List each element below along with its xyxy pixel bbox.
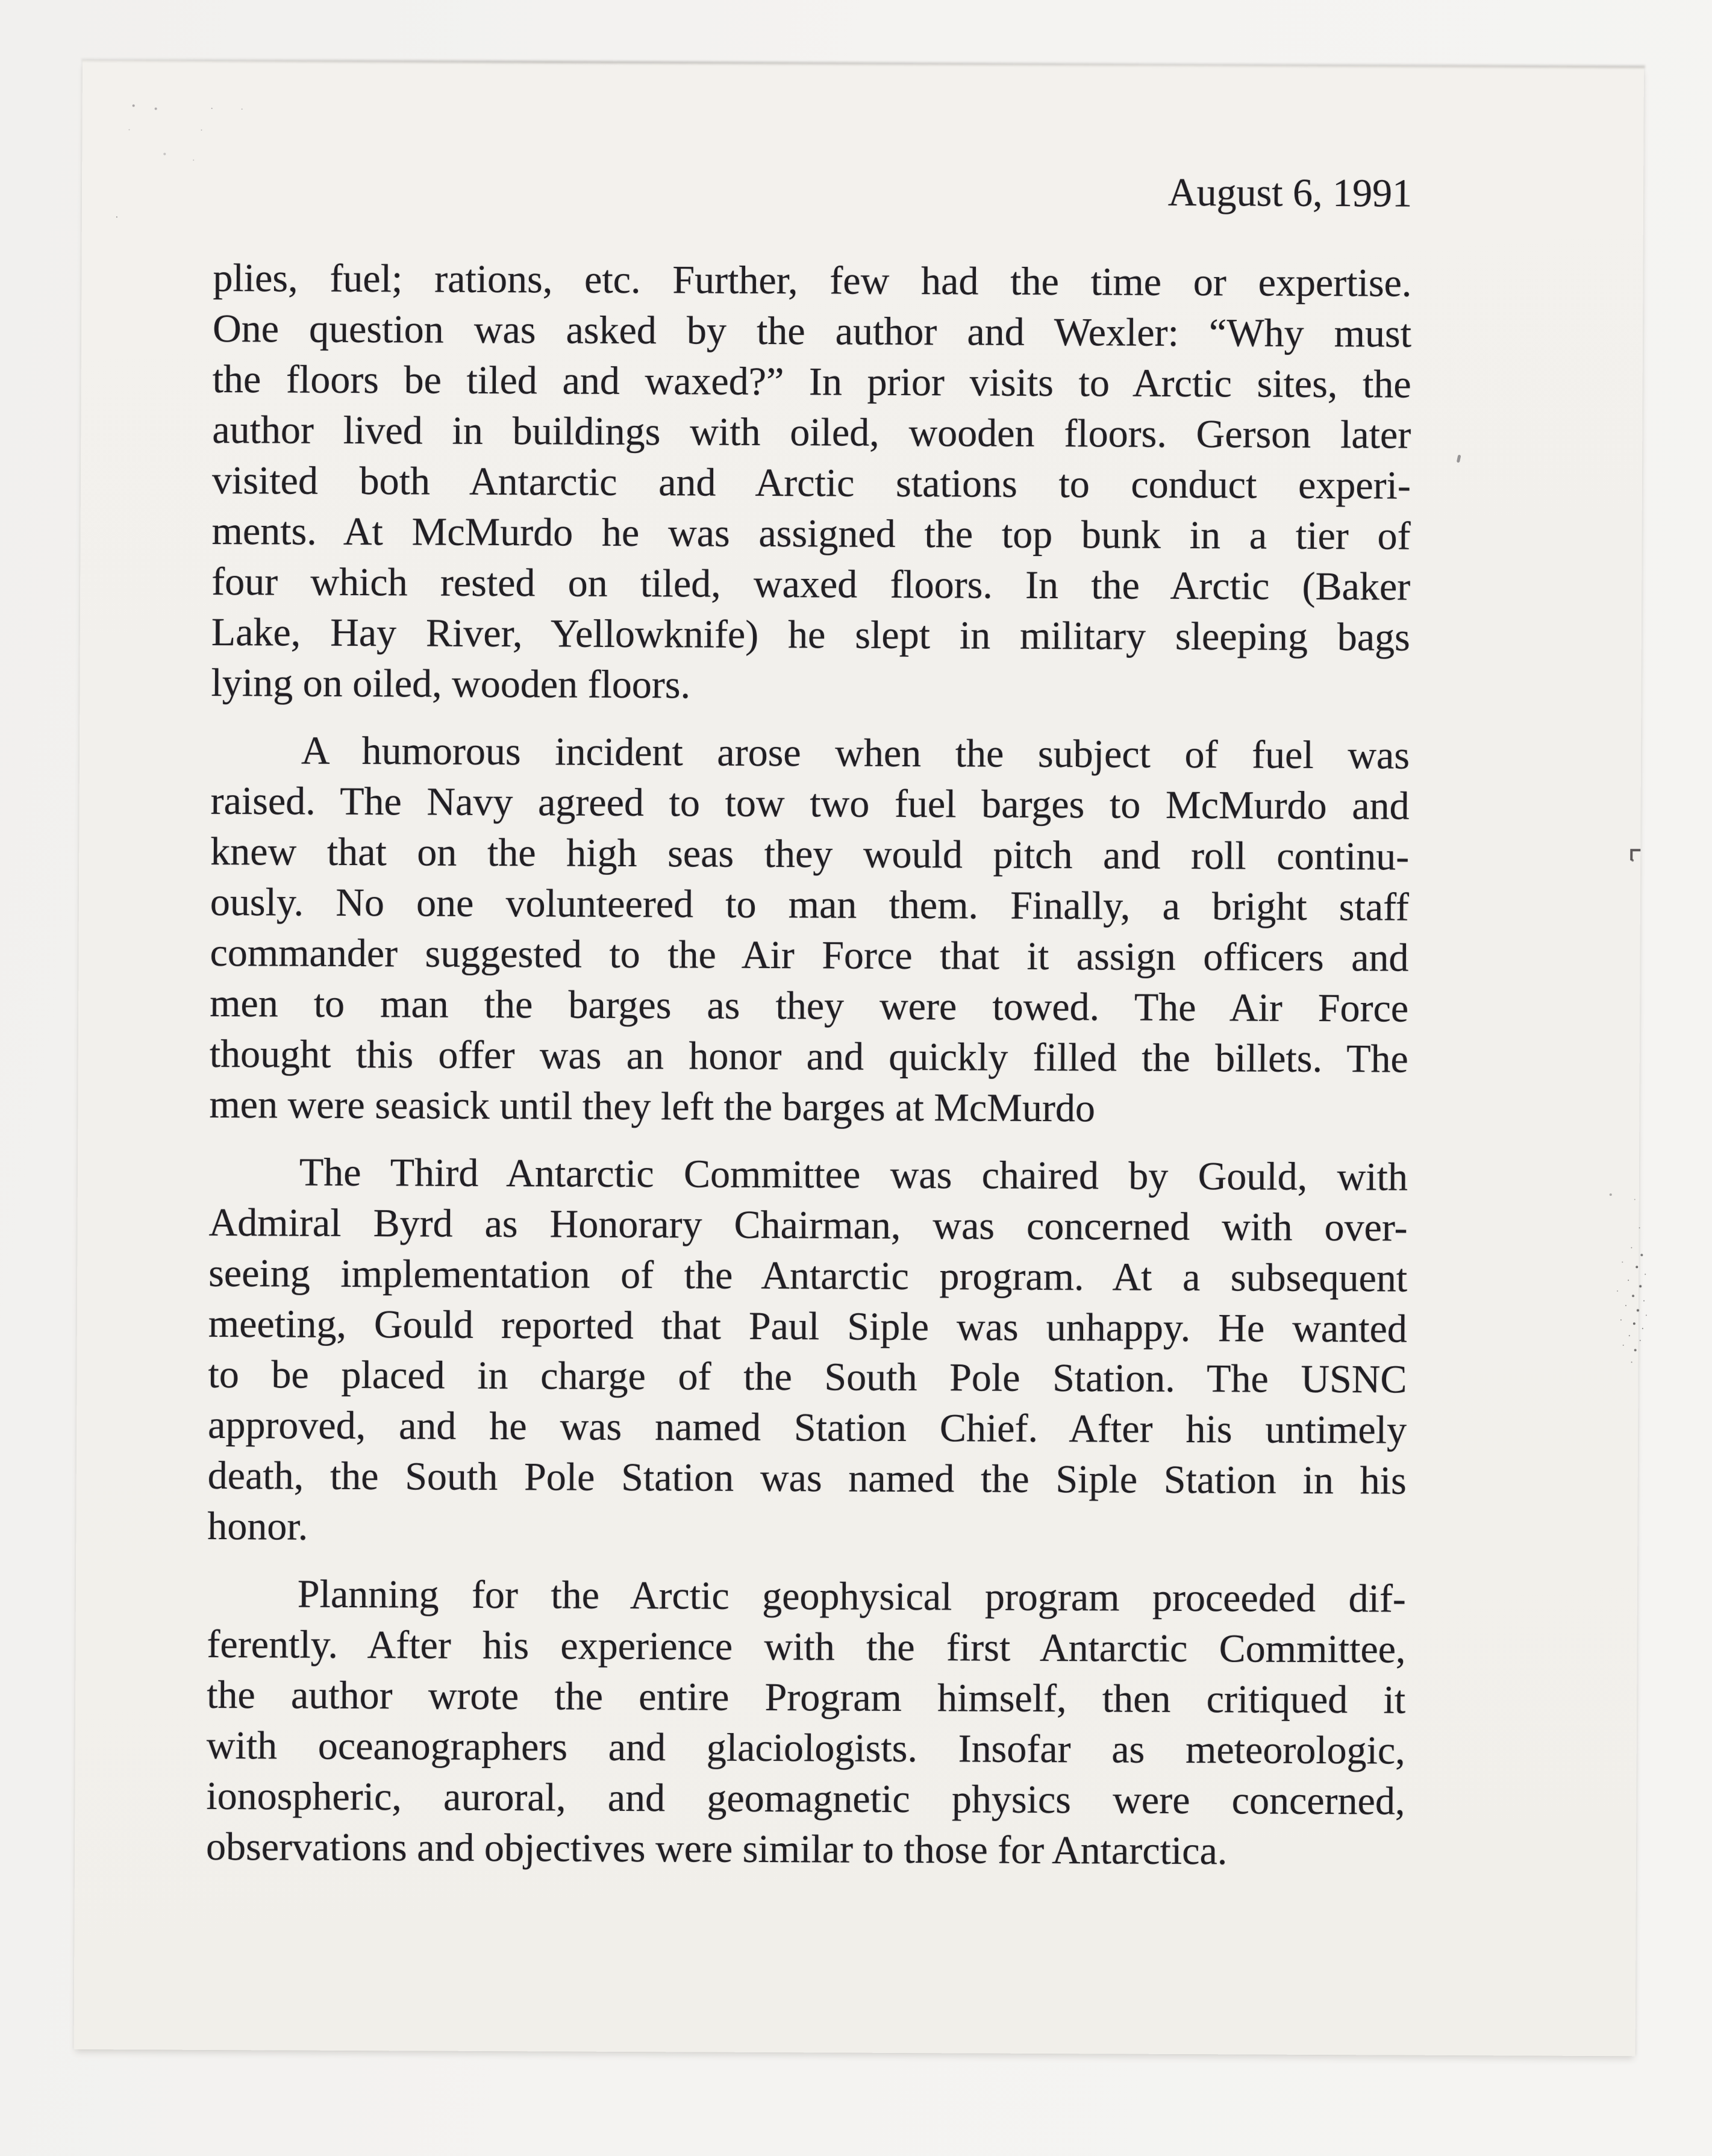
paper-top-edge-shadow bbox=[81, 58, 1645, 68]
text-line: to be placed in charge of the South Pole Station. The USNC bbox=[208, 1352, 1407, 1402]
text-line: author lived in buildings with oiled, wooden floors. Gerson later bbox=[212, 407, 1411, 457]
text-line: four which rested on tiled, waxed floors. In the Arctic (Baker bbox=[211, 559, 1411, 609]
stray-corner-mark bbox=[1630, 849, 1640, 860]
text-line: Planning for the Arctic geophysical program proceeded dif- bbox=[297, 1572, 1407, 1621]
text-line: men were seasick until they left the barges at McMurdo bbox=[209, 1082, 1096, 1131]
text-line: the floors be tiled and waxed?” In prior visits to Arctic sites, the bbox=[212, 357, 1411, 407]
paragraph bbox=[206, 1569, 1406, 1878]
text-line: the author wrote the entire Program himself, then critiqued it bbox=[207, 1672, 1406, 1722]
text-line: knew that on the high seas they would pitch and roll continu- bbox=[210, 829, 1410, 879]
text-line: observations and objectives were similar to those for Antarctica. bbox=[205, 1824, 1228, 1873]
date-text: August 6, 1991 bbox=[1167, 170, 1413, 216]
text-line: commander suggested to the Air Force that it assign officers and bbox=[210, 930, 1409, 980]
paragraph bbox=[211, 253, 1411, 714]
body-text bbox=[206, 253, 1412, 1878]
text-line: men to man the barges as they were towed. The Air Force bbox=[210, 981, 1409, 1031]
text-line: Lake, Hay River, Yellowknife) he slept in military sleeping bags bbox=[211, 610, 1410, 660]
text-line: meeting, Gould reported that Paul Siple was unhappy. He wanted bbox=[208, 1301, 1407, 1351]
text-line: seeing implementation of the Antarctic program. At a subsequent bbox=[208, 1251, 1408, 1301]
text-line: A humorous incident arose when the subject of fuel was bbox=[301, 728, 1410, 778]
text-line: ously. No one volunteered to man them. Finally, a bright staff bbox=[210, 880, 1410, 930]
text-line: thought this offer was an honor and quickly filled the billets. The bbox=[209, 1031, 1408, 1081]
text-line: honor. bbox=[207, 1504, 308, 1549]
text-line: ments. At McMurdo he was assigned the top bunk in a tier of bbox=[211, 508, 1411, 558]
paragraph bbox=[207, 1147, 1408, 1557]
text-line: ferently. After his experience with the first Antarctic Committee, bbox=[207, 1622, 1406, 1672]
stray-tick-mark bbox=[1457, 455, 1461, 463]
text-line: visited both Antarctic and Arctic stations to conduct experi- bbox=[211, 458, 1411, 508]
text-line: ionospheric, auroral, and geomagnetic physics were concerned, bbox=[206, 1773, 1405, 1823]
text-line: approved, and he was named Station Chief. After his untimely bbox=[207, 1402, 1407, 1452]
paper-sheet bbox=[74, 60, 1644, 2056]
text-line: The Third Antarctic Committee was chaired by Gould, with bbox=[299, 1150, 1408, 1199]
text-line: One question was asked by the author and Wexler: “Why must bbox=[212, 306, 1412, 356]
pencil-marks bbox=[133, 104, 135, 107]
text-line: raised. The Navy agreed to tow two fuel barges to McMurdo and bbox=[210, 778, 1410, 828]
text-line: lying on oiled, wooden floors. bbox=[211, 660, 691, 707]
paragraph bbox=[209, 725, 1410, 1136]
text-line: Admiral Byrd as Honorary Chairman, was concerned with over- bbox=[208, 1200, 1408, 1250]
toner-smudge bbox=[1610, 1193, 1612, 1196]
text-line: plies, fuel; rations, etc. Further, few had the time or expertise. bbox=[213, 255, 1412, 305]
document-content bbox=[206, 163, 1412, 1878]
text-line: with oceanographers and glaciologists. Insofar as meteorologic, bbox=[206, 1723, 1405, 1773]
text-line: death, the South Pole Station was named the Siple Station in his bbox=[207, 1453, 1407, 1503]
